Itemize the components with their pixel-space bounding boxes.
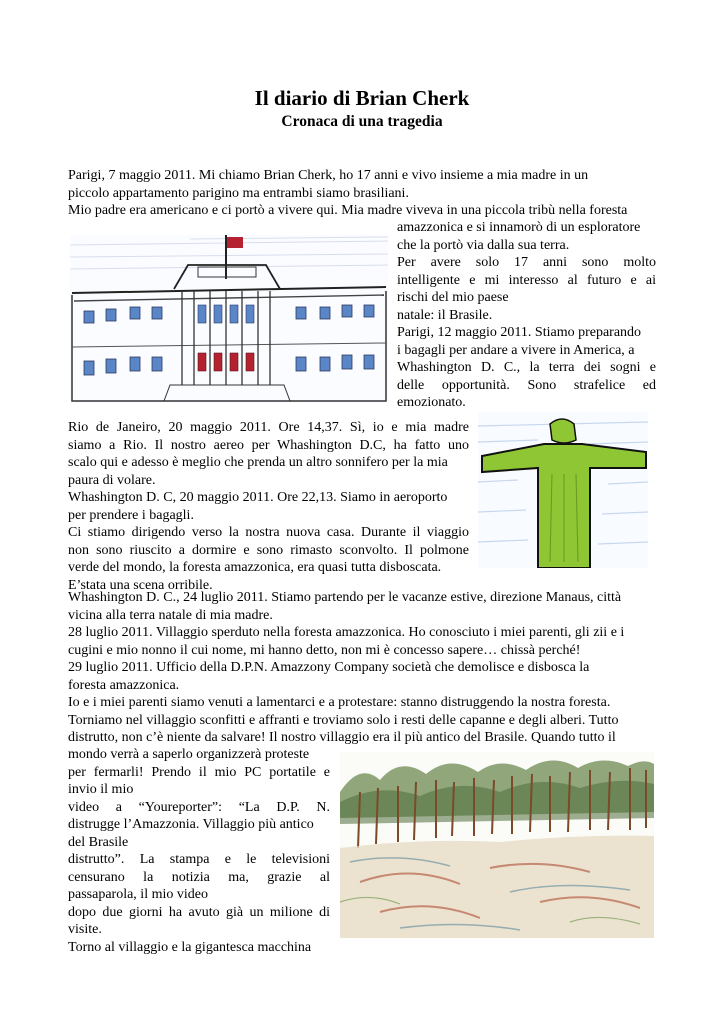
text-line: scalo qui e adesso è meglio che prenda un altro sonnifero per la mia: [68, 455, 448, 470]
text-line: paura di volare.: [68, 472, 156, 488]
text-line: distrugge l’Amazzonia. Villaggio più antico: [68, 817, 314, 832]
christ-redeemer-drawing: [478, 412, 648, 568]
text-line: del Brasile: [68, 834, 129, 850]
text-line: Whashington D. C., la terra dei sogni e: [397, 360, 656, 375]
text-line: Per avere solo 17 anni sono molto: [397, 255, 656, 270]
text-line: Whashington D. C., 24 luglio 2011. Stiamo partendo per le vacanze estive, direzione Manaus, città: [68, 590, 622, 605]
text-line: Parigi, 12 maggio 2011. Stiamo preparando: [397, 325, 642, 340]
document-title: Il diario di Brian Cherk: [254, 86, 470, 110]
text-line: i bagagli per andare a vivere in America, a: [397, 342, 635, 358]
protest-paragraph: [68, 746, 330, 956]
text-line: Whashington D. C, 20 maggio 2011. Ore 22,13. Siamo in aeroporto: [68, 490, 448, 505]
text-line: intelligente e mi interesso al futuro e ai: [397, 272, 656, 288]
text-line: dopo due giorni ha avuto già un milione di: [68, 904, 330, 920]
text-line: visite.: [68, 922, 102, 937]
text-line: mondo verrà a saperlo organizzerà proteste: [68, 747, 310, 762]
text-line: Parigi, 7 maggio 2011. Mi chiamo Brian Cherk, ho 17 anni e vivo insieme a mia madre in un: [68, 168, 589, 183]
text-line: piccolo appartamento parigino ma entrambi siamo brasiliani.: [68, 185, 409, 201]
text-line: video a “Youreporter”: “La D.P. N.: [68, 799, 330, 815]
text-line: delle opportunità. Sono strafelice ed: [397, 377, 656, 393]
white-house-drawing: [70, 235, 388, 403]
text-line: cugini e mio nonno il cui nome, mi hanno detto, non mi è concesso sapere… chissà perché!: [68, 642, 581, 658]
text-line: passaparola, il mio video: [68, 887, 208, 902]
text-line: 29 luglio 2011. Ufficio della D.P.N. Amazzony Company società che demolisce e disbosca la: [68, 660, 590, 675]
text-line: emozionato.: [397, 395, 466, 410]
text-line: censurano la notizia ma, grazie al: [68, 869, 330, 885]
text-line: Torniamo nel villaggio sconfitti e affranti e troviamo solo i resti delle capanne e degli alberi. Tutto: [68, 712, 619, 728]
text-line: Rio de Janeiro, 20 maggio 2011. Ore 14,37. Sì, io e mia madre: [68, 420, 469, 435]
text-line: distrutto, non c’è niente da salvare! Il nostro villaggio era il più antico del Brasile. Quando tutto il: [68, 730, 616, 745]
text-line: Mio padre era americano e ci portò a vivere qui. Mia madre viveva in una piccola tribù nella foresta: [68, 203, 628, 218]
intro-paragraph: [68, 167, 658, 220]
text-line: amazzonica e si innamorò di un esploratore: [397, 220, 641, 235]
text-line: Io e i miei parenti siamo venuti a lamentarci e a protestare: stanno distruggendo la nostra foresta.: [68, 695, 611, 710]
summer-paragraph: [68, 589, 660, 747]
text-line: siamo a Rio. Il nostro aereo per Whashington D.C, ha fatto uno: [68, 437, 469, 453]
text-line: Ci stiamo dirigendo verso la nostra nuova casa. Durante il viaggio: [68, 525, 469, 540]
deforested-forest-drawing: [340, 752, 654, 938]
text-line: verde del mondo, la foresta amazzonica, era quasi tutta disboscata.: [68, 560, 442, 575]
text-line: per fermarli! Prendo il mio PC portatile e: [68, 764, 330, 780]
text-line: vicina alla terra natale di mia madre.: [68, 607, 273, 623]
text-line: 28 luglio 2011. Villaggio sperduto nella foresta amazzonica. Ho conosciuto i miei parenti, gli zii e i: [68, 625, 625, 640]
rio-paragraph: [68, 419, 469, 594]
right-column-paragraph: [397, 219, 656, 412]
text-line: E’stata una scena orribile.: [68, 577, 213, 593]
text-line: non sono riuscito a dormire e sono rimasto sconvolto. Il polmone: [68, 542, 469, 558]
text-line: foresta amazzonica.: [68, 677, 180, 693]
text-line: natale: il Brasile.: [397, 307, 493, 323]
text-line: rischi del mio paese: [397, 290, 509, 305]
document-subtitle: Cronaca di una tragedia: [281, 113, 443, 130]
text-line: per prendere i bagagli.: [68, 507, 194, 523]
text-line: invio il mio: [68, 782, 134, 797]
text-line: distrutto”. La stampa e le televisioni: [68, 852, 330, 867]
text-line: che la portò via dalla sua terra.: [397, 237, 570, 253]
text-line: Torno al villaggio e la gigantesca macchina: [68, 939, 312, 955]
